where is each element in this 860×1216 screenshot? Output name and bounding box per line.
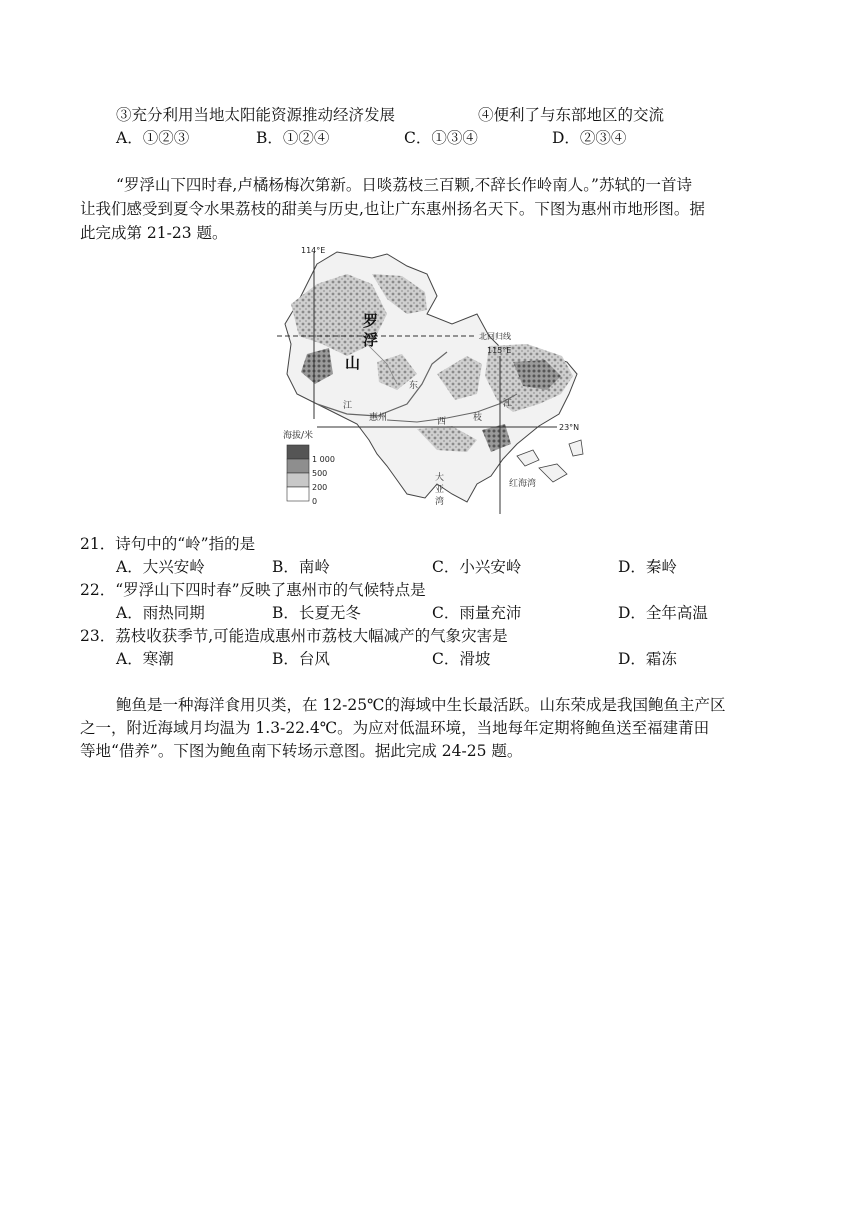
q22-stem: 22．“罗浮山下四时春”反映了惠州市的气候特点是 xyxy=(80,581,426,599)
q22-option-d: D．全年高温 xyxy=(618,604,708,622)
lon-114-label: 114°E xyxy=(301,246,326,255)
q23-option-c: C．滑坡 xyxy=(432,650,491,668)
tropic-label: 北回归线 xyxy=(479,332,511,341)
river-xi-char-1: 西 xyxy=(437,417,447,427)
legend-label-1000: 1 000 xyxy=(312,455,335,464)
q23-option-d: D．霜冻 xyxy=(618,650,677,668)
intro2-line1: 鲍鱼是一种海洋食用贝类，在 12-25℃的海域中生长最活跃。山东荣成是我国鲍鱼主产区 xyxy=(116,696,726,714)
legend-swatch-1000 xyxy=(287,445,309,459)
river-xi-char-3: 江 xyxy=(503,399,513,409)
q22-option-b: B．长夏无冬 xyxy=(272,604,361,622)
intro2-line3: 等地“借养”。下图为鲍鱼南下转场示意图。据此完成 24-25 题。 xyxy=(80,742,523,760)
river-xi-char-2: 枝 xyxy=(473,413,483,423)
mountain-char-1: 罗 xyxy=(363,312,379,330)
mountain-char-3: 山 xyxy=(345,354,361,372)
statement-4: ④便利了与东部地区的交流 xyxy=(478,106,665,124)
q21-option-b: B．南岭 xyxy=(272,558,330,576)
q23-option-a: A．寒潮 xyxy=(116,650,174,668)
prev-option-d: D．②③④ xyxy=(552,129,627,147)
intro2-line2: 之一，附近海域月均温为 1.3-22.4℃。为应对低温环境，当地每年定期将鲍鱼送至福建莆田 xyxy=(80,719,710,737)
prev-option-b: B．①②④ xyxy=(256,129,330,147)
lat-23-label: 23°N xyxy=(559,423,580,432)
intro1-line3: 此完成第 21-23 题。 xyxy=(80,224,228,242)
river-dong-char-1: 东 xyxy=(409,381,419,391)
intro1-line2: 让我们感受到夏令水果荔枝的甜美与历史,也让广东惠州扬名天下。下图为惠州市地形图。据 xyxy=(80,200,705,218)
statement-3: ③充分利用当地太阳能资源推动经济发展 xyxy=(116,106,396,124)
bay-daya-char-1: 大 xyxy=(435,473,445,483)
legend-swatch-500 xyxy=(287,459,309,473)
legend-title: 海拔/米 xyxy=(283,431,314,441)
bay-daya-char-3: 湾 xyxy=(435,497,445,507)
prev-option-a: A．①②③ xyxy=(116,129,190,147)
legend-swatch-200 xyxy=(287,473,309,487)
q22-option-a: A．雨热同期 xyxy=(116,604,205,622)
city-huizhou-label: 惠州 xyxy=(369,413,388,423)
q21-option-c: C．小兴安岭 xyxy=(432,558,522,576)
river-dong-char-2: 江 xyxy=(343,401,353,411)
huizhou-terrain-map xyxy=(277,244,589,522)
intro1-line1: “罗浮山下四时春,卢橘杨梅次第新。日啖荔枝三百颗,不辞长作岭南人。”苏轼的一首诗 xyxy=(116,176,692,194)
lon-115-label: 115°E xyxy=(487,346,512,355)
q22-option-c: C．雨量充沛 xyxy=(432,604,522,622)
legend-swatch-0 xyxy=(287,487,309,501)
q23-option-b: B．台风 xyxy=(272,650,330,668)
legend-label-500: 500 xyxy=(312,469,328,478)
q23-stem: 23．荔枝收获季节,可能造成惠州市荔枝大幅减产的气象灾害是 xyxy=(80,627,508,645)
legend-label-200: 200 xyxy=(312,483,328,492)
q21-option-d: D．秦岭 xyxy=(618,558,677,576)
mountain-char-2: 浮 xyxy=(363,331,379,349)
bay-honghai-label: 红海湾 xyxy=(509,479,537,489)
legend-label-0: 0 xyxy=(312,497,318,506)
q21-stem: 21．诗句中的“岭”指的是 xyxy=(80,535,256,553)
prev-option-c: C．①③④ xyxy=(404,129,478,147)
q21-option-a: A．大兴安岭 xyxy=(116,558,205,576)
bay-daya-char-2: 亚 xyxy=(435,485,445,495)
